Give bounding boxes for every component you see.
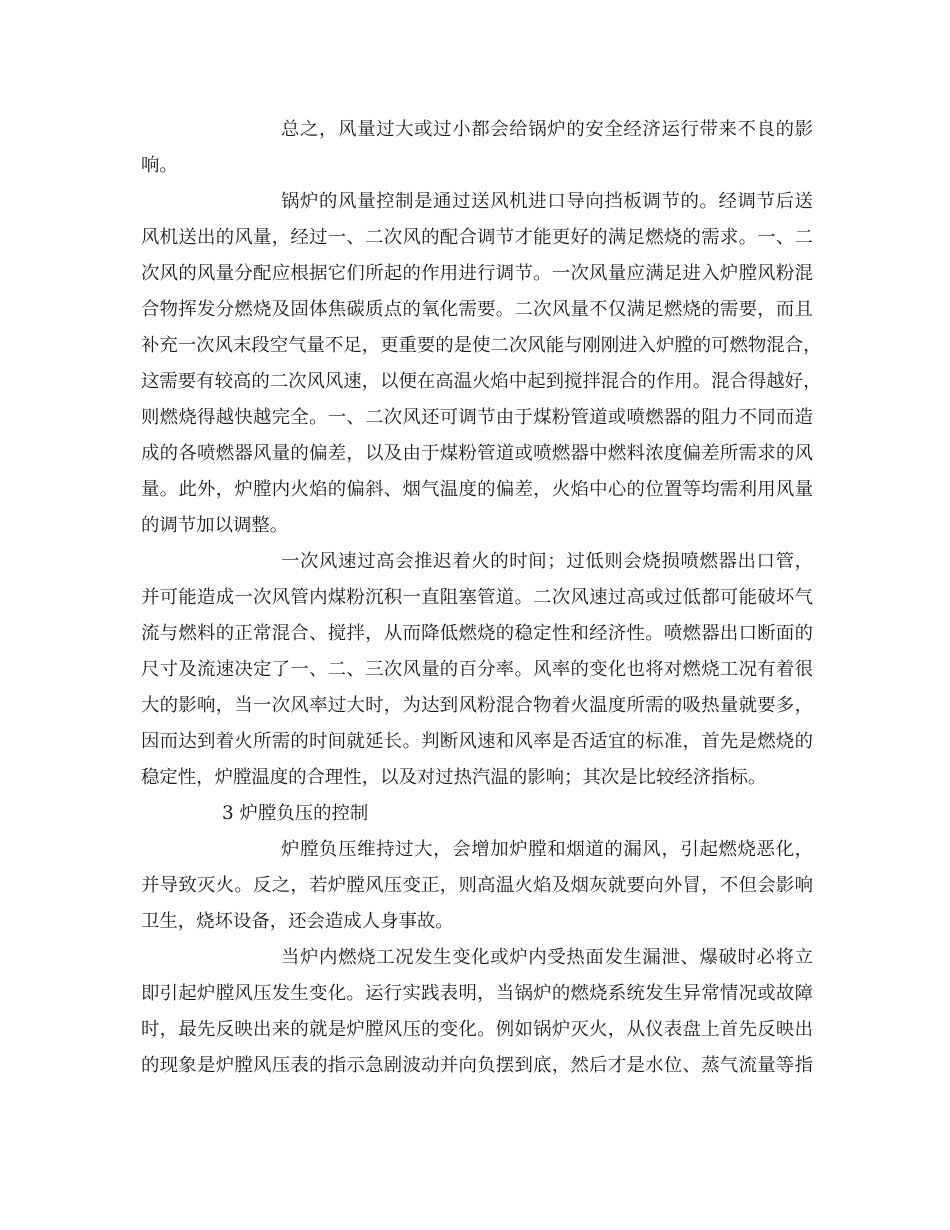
paragraph-line: 则燃烧得越快越完全。一、二次风还可调节由于煤粉管道或喷燃器的阻力不同而造 bbox=[141, 407, 813, 428]
paragraph-line: 成的各喷燃器风量的偏差，以及由于煤粉管道或喷燃器中燃料浓度偏差所需求的风 bbox=[141, 443, 813, 464]
paragraph-line: 即引起炉膛风压发生变化。运行实践表明，当锅炉的燃烧系统发生异常情况或故障 bbox=[141, 983, 813, 1004]
paragraph-line: 的现象是炉膛风压表的指示急剧波动并向负摆到底，然后才是水位、蒸气流量等指 bbox=[141, 1055, 813, 1076]
paragraph-line: 补充一次风末段空气量不足，更重要的是使二次风能与刚刚进入炉膛的可燃物混合， bbox=[141, 335, 822, 356]
paragraph-line: 当炉内燃烧工况发生变化或炉内受热面发生漏泄、爆破时必将立 bbox=[281, 947, 813, 968]
paragraph-line: 一次风速过高会推迟着火的时间；过低则会烧损喷燃器出口管， bbox=[281, 551, 813, 572]
paragraph-line: 时，最先反映出来的就是炉膛风压的变化。例如锅炉灭火，从仪表盘上首先反映出 bbox=[141, 1019, 813, 1040]
paragraph-line: 流与燃料的正常混合、搅拌，从而降低燃烧的稳定性和经济性。喷燃器出口断面的 bbox=[141, 623, 813, 644]
paragraph-line: 炉膛负压维持过大，会增加炉膛和烟道的漏风，引起燃烧恶化， bbox=[281, 839, 813, 860]
paragraph-line: 量。此外，炉膛内火焰的偏斜、烟气温度的偏差，火焰中心的位置等均需利用风量 bbox=[141, 479, 813, 500]
paragraph-line: 风机送出的风量，经过一、二次风的配合调节才能更好的满足燃烧的需求。一、二 bbox=[141, 227, 813, 248]
paragraph-line: 大的影响，当一次风率过大时，为达到风粉混合物着火温度所需的吸热量就要多， bbox=[141, 695, 813, 716]
paragraph-line: 响。 bbox=[141, 155, 178, 176]
paragraph-line: 并可能造成一次风管内煤粉沉积一直阻塞管道。二次风速过高或过低都可能破坏气 bbox=[141, 587, 813, 608]
paragraph-line: 锅炉的风量控制是通过送风机进口导向挡板调节的。经调节后送 bbox=[281, 191, 813, 212]
section-heading: 3 炉膛负压的控制 bbox=[222, 803, 369, 824]
paragraph-line: 合物挥发分燃烧及固体焦碳质点的氧化需要。二次风量不仅满足燃烧的需要，而且 bbox=[141, 299, 813, 320]
paragraph-line: 因而达到着火所需的时间就延长。判断风速和风率是否适宜的标准，首先是燃烧的 bbox=[141, 731, 813, 752]
paragraph-line: 总之，风量过大或过小都会给锅炉的安全经济运行带来不良的影 bbox=[281, 119, 813, 140]
paragraph-line: 次风的风量分配应根据它们所起的作用进行调节。一次风量应满足进入炉膛风粉混 bbox=[141, 263, 813, 284]
paragraph-line: 的调节加以调整。 bbox=[141, 515, 289, 536]
paragraph-line: 卫生，烧坏设备，还会造成人身事故。 bbox=[141, 911, 454, 932]
paragraph-line: 尺寸及流速决定了一、二、三次风量的百分率。风率的变化也将对燃烧工况有着很 bbox=[141, 659, 813, 680]
paragraph-line: 并导致灭火。反之，若炉膛风压变正，则高温火焰及烟灰就要向外冒，不但会影响 bbox=[141, 875, 813, 896]
paragraph-line: 这需要有较高的二次风风速，以便在高温火焰中起到搅拌混合的作用。混合得越好， bbox=[141, 371, 822, 392]
paragraph-line: 稳定性，炉膛温度的合理性，以及对过热汽温的影响；其次是比较经济指标。 bbox=[141, 767, 767, 788]
